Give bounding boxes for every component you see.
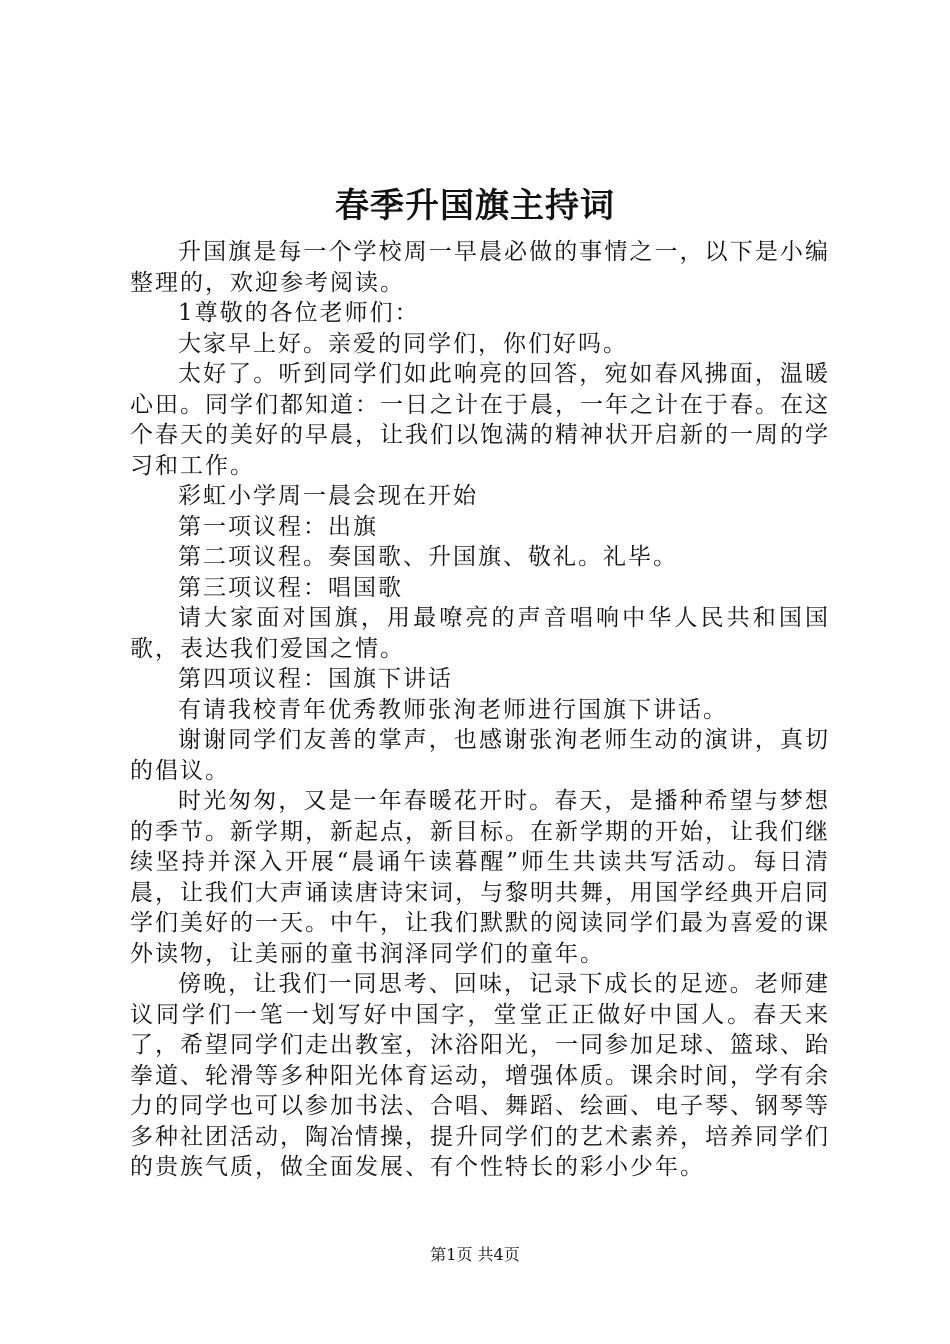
paragraph: 有请我校青年优秀教师张洵老师进行国旗下讲话。 — [178, 696, 728, 723]
paragraph: 大家早上好。亲爱的同学们，你们好吗。 — [178, 330, 628, 357]
paragraph: 谢谢同学们友善的掌声，也感谢张洵老师生动的演讲，真切的倡议。 — [130, 727, 830, 784]
paragraph: 1尊敬的各位老师们： — [178, 300, 420, 326]
paragraph: 第二项议程。奏国歌、升国旗、敬礼。礼毕。 — [178, 544, 678, 570]
page-footer: 第1页 共4页 — [430, 1245, 520, 1264]
document-body — [130, 237, 830, 1183]
document-title: 春季升国旗主持词 — [335, 186, 615, 226]
paragraph: 第四项议程：国旗下讲话 — [178, 666, 453, 692]
paragraph: 傍晚，让我们一同思考、回味，记录下成长的足迹。老师建议同学们一笔一划写好中国字，堂堂正正做好中国人。春天来了，希望同学们走出教室，沐浴阳光，一同参加足球、篮球、跆拳道、轮滑等多种阳光体育运动，增强体质。课余时间，学有余力的同学也可以参加书法、合唱、舞蹈、绘画、电子琴、钢琴等多种社团活动，陶冶情操，提升同学们的艺术素养，培养同学们的贵族气质，做全面发展、有个性特长的彩小少年。 — [130, 971, 830, 1180]
paragraph: 请大家面对国旗，用最嘹亮的声音唱响中华人民共和国国歌，表达我们爱国之情。 — [130, 605, 830, 662]
paragraph: 时光匆匆，又是一年春暖花开时。春天，是播种希望与梦想的季节。新学期，新起点，新目标。在新学期的开始，让我们继续坚持并深入开展“晨诵午读暮醒”师生共读共写活动。每日清晨，让我们大声诵读唐诗宋词，与黎明共舞，用国学经典开启同学们美好的一天。中午，让我们默默的阅读同学们最为喜爱的课外读物，让美丽的童书润泽同学们的童年。 — [130, 788, 830, 967]
paragraph: 太好了。听到同学们如此响亮的回答，宛如春风拂面，温暖心田。同学们都知道：一日之计在于晨，一年之计在于春。在这个春天的美好的早晨，让我们以饱满的精神状开启新的一周的学习和工作。 — [130, 361, 830, 479]
paragraph: 第一项议程：出旗 — [178, 513, 378, 540]
paragraph: 第三项议程：唱国歌 — [178, 574, 403, 601]
paragraph: 彩虹小学周一晨会现在开始 — [178, 483, 478, 509]
paragraph: 升国旗是每一个学校周一早晨必做的事情之一，以下是小编整理的，欢迎参考阅读。 — [130, 239, 830, 296]
